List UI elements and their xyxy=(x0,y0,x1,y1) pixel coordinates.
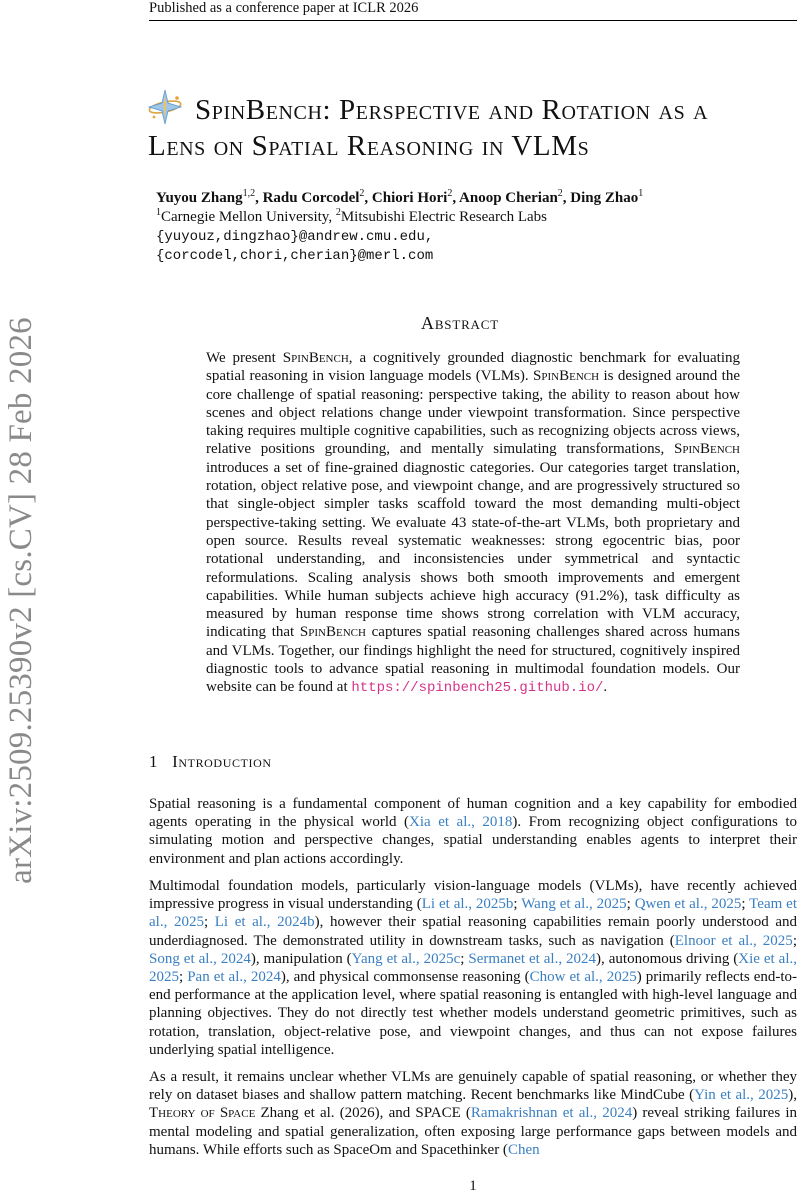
paragraph-text: ) primarily reflects end-to-end performance at the application level, where spatial reasoning is entangled with high-level language and planning objectives. They do not directly test whether models understand geometric primitives, such as rotation, translation, object-relative pose, and viewpoint changes, and thus can not expose failures underlying spatial intelligence. xyxy=(149,969,797,1058)
citation-link[interactable]: Song et al., 2024 xyxy=(149,950,251,967)
email-line-2: {corcodel,chori,cherian}@merl.com xyxy=(156,248,434,264)
citation-link[interactable]: Xia et al., 2018 xyxy=(409,814,513,831)
paragraph-text: Zhang et al. (2026), and SPACE ( xyxy=(255,1105,471,1122)
separator: ; xyxy=(179,969,188,986)
running-header: Published as a conference paper at ICLR 2026 xyxy=(149,0,797,21)
title-line-1: SpinBench: Perspective and Rotation as a xyxy=(195,94,709,126)
paragraph-text: Spatial reasoning is a fundamental component of human cognition and a key capability for embodied agents operating in the physical world ( xyxy=(149,796,797,831)
paragraph-text: ). From recognizing object configurations to simulating motion and perspective changes, spatial understanding enables agents to interpret their environment and plan actions accordingly. xyxy=(149,814,797,867)
paragraph-text: Multimodal foundation models, particularly vision-language models (VLMs), have recently achieved impressive progress in visual understanding ( xyxy=(149,878,797,913)
citation-link[interactable]: Yin et al., 2025 xyxy=(694,1087,789,1104)
paper-title xyxy=(148,92,797,164)
citation-link[interactable]: Ramakrishnan et al., 2024 xyxy=(470,1105,633,1122)
paragraph-text: ), autonomous driving ( xyxy=(596,950,739,967)
citation-link[interactable]: Elnoor et al., 2025 xyxy=(674,932,793,949)
author-name: Yuyou Zhang xyxy=(156,190,243,206)
theory-of-space-name: Theory of Space xyxy=(149,1105,256,1122)
abstract-text: We present xyxy=(206,350,283,366)
citation-link[interactable]: Li et al., 2025b xyxy=(421,896,514,913)
abstract-text: introduces a set of fine-grained diagnostic categories. Our categories target translation, rotation, object relative pose, and viewpoint change, and are progressively structured so that single-object simpler tasks scaffold toward the most demanding multi-object perspective-taking setting. We evaluate 43 state-of-the-art VLMs, both proprietary and open source. Results reveal systematic weaknesses: strong egocentric bias, poor rotational understanding, and inconsistencies under symmetrical and syntactic reformulations. Scaling analysis shows both smooth improvements and emergent capabilities. While human subjects achieve high accuracy (91.2%), task difficulty as measured by human response time shows strong correlation with VLM accuracy, indicating that xyxy=(206,459,740,641)
citation-link[interactable]: Wang et al., 2025 xyxy=(521,896,627,913)
paragraph-text: ) reveal striking failures in mental modeling and spatial generalization, often exposing large performance gaps between models and humans. While efforts such as SpaceOm and Spacethinker ( xyxy=(149,1105,797,1158)
affiliations xyxy=(156,207,547,226)
separator: ; xyxy=(741,896,750,913)
author-affiliation-mark: 2 xyxy=(359,188,365,199)
abstract-text: captures spatial reasoning challenges shared across humans and VLMs. Together, our findings highlight the need for structured, cognitively inspired diagnostic tools to advance spatial reasoning in multimodal foundation models. Our website can be found at xyxy=(206,624,740,696)
title-line-2: Lens on Spatial Reasoning in VLMs xyxy=(148,130,590,162)
author-name: Radu Corcodel xyxy=(262,190,360,206)
benchmark-name: SpinBench xyxy=(299,624,366,641)
citation-link[interactable]: Xie et al., 2025 xyxy=(149,950,797,986)
citation-link[interactable]: Team et al., 2025 xyxy=(149,896,797,931)
abstract-body xyxy=(206,349,740,698)
paragraph-text: ), and physical commonsense reasoning ( xyxy=(280,969,530,986)
citation-link[interactable]: Chow et al., 2025 xyxy=(529,969,637,986)
intro-paragraph-3 xyxy=(149,1068,797,1159)
separator: ; xyxy=(626,896,635,913)
page-number: 1 xyxy=(469,1178,477,1194)
affiliation-name: Carnegie Mellon University, xyxy=(161,209,336,225)
email-line-1: {yuyouz,dingzhao}@andrew.cmu.edu, xyxy=(156,229,434,245)
paragraph-text: ), manipulation ( xyxy=(250,950,352,967)
paragraph-text: As a result, it remains unclear whether VLMs are genuinely capable of spatial reasoning, or whether they rely on dataset biases and shallow pattern matching. Recent benchmarks like MindCube ( xyxy=(149,1069,797,1104)
abstract-text: is designed around the core challenge of spatial reasoning: perspective taking, the ability to reason about how scenes and object relations change under viewpoint transformation. Since perspective taking requires multiple cognitive capabilities, such as recognizing objects across views, relative positions grounding, and mentally simulating transformations, xyxy=(206,368,740,458)
benchmark-name: SpinBench xyxy=(282,350,349,366)
affiliation-mark: 2 xyxy=(335,207,341,218)
citation-link[interactable]: Yang et al., 2025c xyxy=(351,950,461,967)
affiliation-name: Mitsubishi Electric Research Labs xyxy=(340,209,548,225)
author-affiliation-mark: 2 xyxy=(447,188,453,199)
separator: ; xyxy=(513,896,522,913)
citation-link[interactable]: Chen xyxy=(507,1141,540,1158)
intro-paragraph-1 xyxy=(149,795,797,868)
affiliation-mark: 1 xyxy=(156,207,161,218)
paragraph-text: ), however their spatial reasoning capabilities remain poorly understood and underdiagnosed. The demonstrated utility in downstream tasks, such as navigation ( xyxy=(149,914,797,949)
intro-paragraph-2 xyxy=(149,877,797,1059)
section-number: 1 xyxy=(149,752,159,771)
citation-link[interactable]: Li et al., 2024b xyxy=(214,914,315,931)
arxiv-stamp xyxy=(2,310,40,890)
author-name: Anoop Cherian xyxy=(459,190,558,206)
arxiv-stamp-text: arXiv:2509.25390v2 [cs.CV] 28 Feb 2026 xyxy=(2,316,39,884)
separator: ; xyxy=(792,932,797,949)
author-affiliation-mark: 1,2 xyxy=(242,188,256,199)
citation-link[interactable]: Sermanet et al., 2024 xyxy=(468,950,597,967)
author-affiliation-mark: 2 xyxy=(557,188,563,199)
abstract-text: , a cognitively grounded diagnostic benchmark for evaluating spatial reasoning in vision language models (VLMs). xyxy=(206,350,740,385)
website-link[interactable]: https://spinbench25.github.io/ xyxy=(351,680,604,697)
benchmark-name: SpinBench xyxy=(533,368,600,385)
section-heading xyxy=(149,752,272,772)
abstract-heading: Abstract xyxy=(421,313,499,333)
citation-link[interactable]: Qwen et al., 2025 xyxy=(634,896,742,913)
author-name: Ding Zhao xyxy=(570,190,639,206)
section-title: Introduction xyxy=(172,752,272,771)
paragraph-text: ), xyxy=(788,1087,797,1104)
author-affiliation-mark: 1 xyxy=(638,188,644,199)
author-name: Chiori Hori xyxy=(371,190,448,206)
separator: ; xyxy=(203,914,215,931)
benchmark-name: SpinBench xyxy=(673,441,740,458)
abstract-text: . xyxy=(603,679,608,696)
author-list: Yuyou Zhang$^{1,2}$, Radu Corcodel$^2$, Chiori Hori$^2$, Anoop Cherian$^2$, Ding Zhao$^1$ xyxy=(156,188,644,206)
citation-link[interactable]: Pan et al., 2024 xyxy=(187,969,281,986)
separator: ; xyxy=(460,950,469,967)
